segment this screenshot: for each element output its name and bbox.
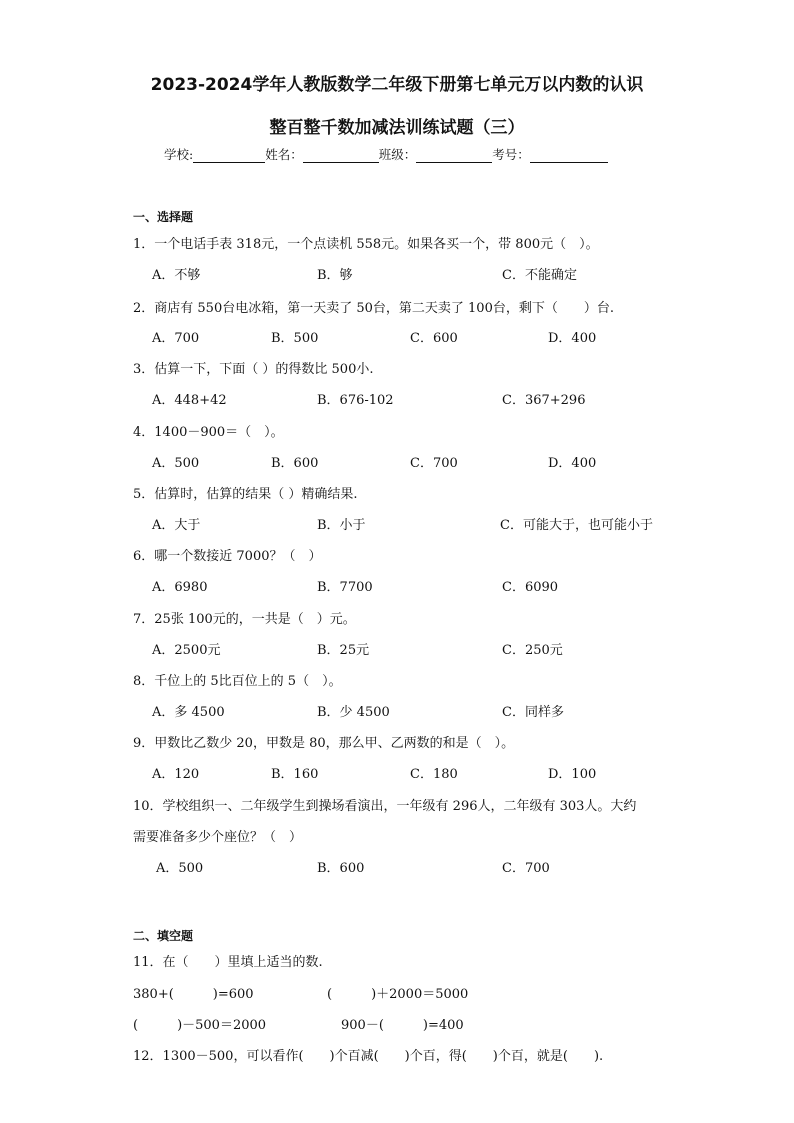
question-4: 4．1400－900＝（ ）。 — [133, 425, 284, 440]
q10-option-c: C．700 — [502, 861, 550, 876]
section-heading-fill: 二、填空题 — [133, 929, 194, 943]
question-9: 9．甲数比乙数少 20，甲数是 80，那么甲、乙两数的和是（ ）。 — [133, 736, 515, 751]
question-3: 3．估算一下，下面（ ）的得数比 500小. — [133, 362, 374, 377]
q9-option-a: A．120 — [152, 767, 200, 782]
q3-option-c: C．367+296 — [502, 393, 586, 408]
q3-option-a: A．448+42 — [152, 393, 227, 408]
q7-option-a: A．2500元 — [152, 643, 221, 658]
q2-option-b: B．500 — [271, 331, 319, 346]
q4-option-c: C．700 — [410, 456, 458, 471]
q4-option-d: D．400 — [548, 456, 597, 471]
q8-option-c: C．同样多 — [502, 705, 564, 720]
question-10-line1: 10．学校组织一、二年级学生到操场看演出，一年级有 296人，二年级有 303人。大约 — [133, 799, 637, 814]
question-11: 11．在（ ）里填上适当的数. — [133, 955, 323, 970]
q1-option-b: B．够 — [317, 268, 353, 283]
q5-option-c: C．可能大于，也可能小于 — [500, 518, 653, 533]
q10-option-b: B．600 — [317, 861, 365, 876]
q4-option-b: B．600 — [271, 456, 319, 471]
q3-option-b: B．676-102 — [317, 393, 394, 408]
q7-option-b: B．25元 — [317, 643, 370, 658]
question-6: 6．哪一个数接近 7000？（ ） — [133, 549, 322, 564]
q8-option-a: A．多 4500 — [152, 705, 225, 720]
question-12: 12．1300－500，可以看作( )个百减( )个百，得( )个百，就是( ). — [133, 1049, 604, 1064]
q11-equation-1: 380+( )=600 — [133, 987, 254, 1002]
class-label: 班级： — [378, 147, 417, 162]
q11-equation-2: ( )＋2000＝5000 — [327, 987, 469, 1002]
q2-option-d: D．400 — [548, 331, 597, 346]
class-blank — [416, 150, 492, 163]
student-info-row — [164, 145, 608, 163]
school-blank — [193, 150, 265, 163]
q6-option-a: A．6980 — [152, 580, 208, 595]
q4-option-a: A．500 — [152, 456, 200, 471]
school-label: 学校: — [164, 147, 194, 162]
q5-option-a: A．大于 — [152, 518, 201, 533]
q1-option-a: A．不够 — [152, 268, 201, 283]
number-label: 考号： — [492, 147, 530, 162]
number-blank — [530, 150, 608, 163]
question-1: 1．一个电话手表 318元，一个点读机 558元。如果各买一个，带 800元（ ）。 — [133, 237, 599, 252]
q2-option-a: A．700 — [152, 331, 200, 346]
q6-option-b: B．7700 — [317, 580, 373, 595]
q9-option-b: B．160 — [271, 767, 319, 782]
section-heading-choice: 一、选择题 — [133, 210, 194, 224]
q7-option-c: C．250元 — [502, 643, 563, 658]
q2-option-c: C．600 — [410, 331, 458, 346]
q9-option-d: D．100 — [548, 767, 597, 782]
q8-option-b: B．少 4500 — [317, 705, 390, 720]
name-label: 姓名： — [265, 147, 303, 162]
page-title-line2: 整百整千数加减法训练试题（三） — [269, 118, 525, 138]
question-8: 8．千位上的 5比百位上的 5（ ）。 — [133, 674, 342, 689]
question-5: 5．估算时，估算的结果（ ）精确结果. — [133, 487, 358, 502]
q1-option-c: C．不能确定 — [502, 268, 577, 283]
q10-option-a: A．500 — [156, 861, 204, 876]
q5-option-b: B．小于 — [317, 518, 366, 533]
q9-option-c: C．180 — [410, 767, 458, 782]
q11-equation-4: 900－( )=400 — [341, 1018, 464, 1033]
question-2: 2．商店有 550台电冰箱，第一天卖了 50台，第二天卖了 100台，剩下（ ）台. — [133, 301, 614, 316]
question-7: 7．25张 100元的，一共是（ ）元。 — [133, 612, 356, 627]
q11-equation-3: ( )－500＝2000 — [133, 1018, 267, 1033]
name-blank — [303, 150, 379, 163]
page-title-line1: 2023-2024学年人教版数学二年级下册第七单元万以内数的认识 — [150, 75, 644, 95]
q6-option-c: C．6090 — [502, 580, 559, 595]
question-10-line2: 需要准备多少个座位？（ ） — [133, 830, 303, 845]
